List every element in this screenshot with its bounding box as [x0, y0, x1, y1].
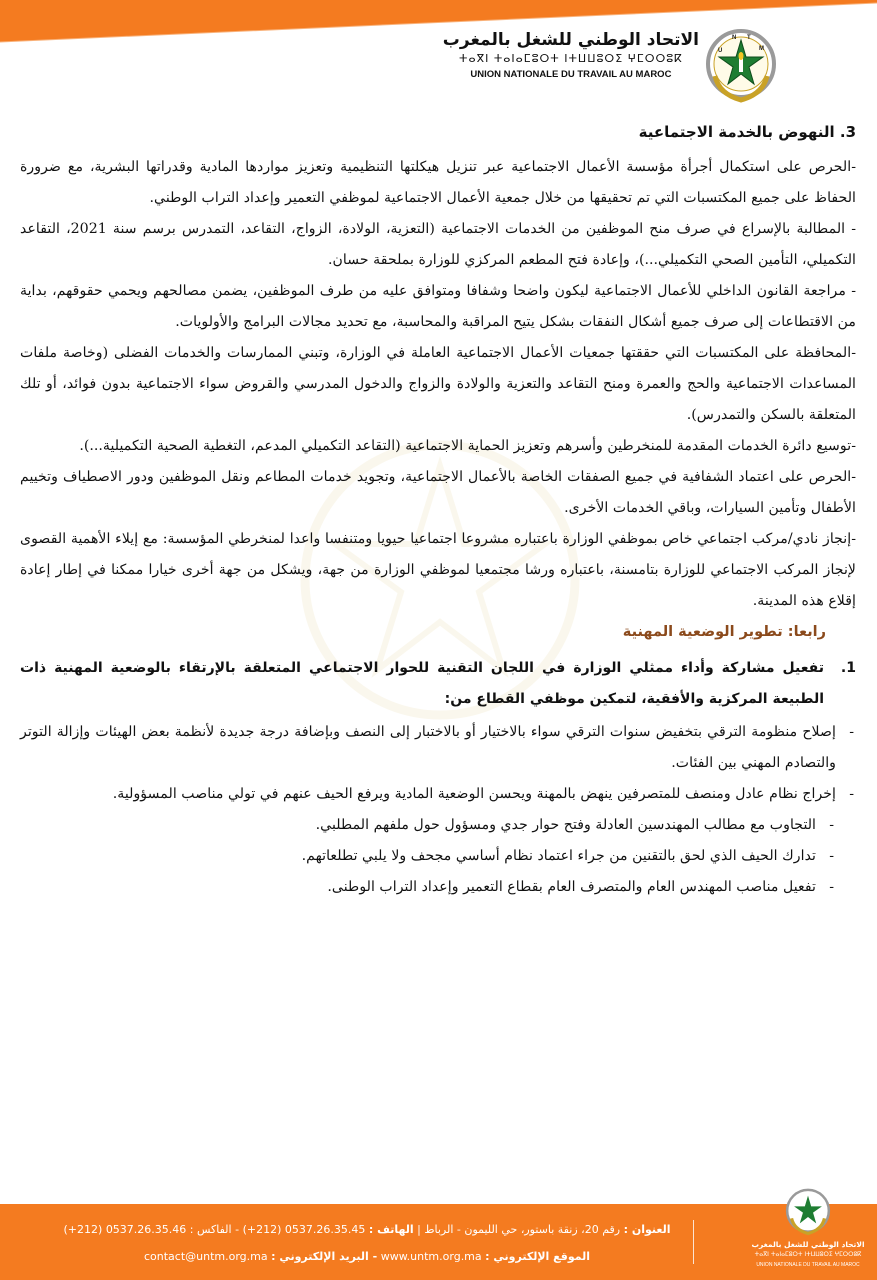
paragraph: - المطالبة بالإسراع في صرف منح الموظفين من الخدمات الاجتماعية (التعزية، الولادة، الزواج، التقاعد، التمدرس برسم سنة 2021، التقاعد التكميلي، التأمين الصحي التكميلي...)، وإعادة فتح المطعم المركزي للوزارة بملحقة حسان. [20, 221, 856, 268]
footer-brand [748, 1240, 868, 1270]
footer-line-address [47, 1216, 687, 1243]
email-label: - البريد الإلكتروني : [271, 1250, 378, 1263]
footer-org-name-french: UNION NATIONALE DU TRAVAIL AU MAROC [756, 1262, 860, 1268]
section-heading: رابعا: تطوير الوضعية المهنية [622, 624, 826, 640]
bullet-text: إصلاح منظومة الترقي بتخفيض سنوات الترقي سواء بالاختيار أو بالاختبار إلى النصف وبإضافة درجة جديدة لأنظمة بعض الهيئات وإزالة التوتر والتصادم المهني بين الفئات. [20, 724, 836, 771]
footer-emblem-icon [785, 1188, 831, 1236]
bullet-dash: - [829, 848, 834, 864]
numbered-item [20, 653, 856, 715]
footer-divider [693, 1220, 694, 1264]
bullet-item [20, 841, 836, 872]
svg-text:M: M [759, 46, 764, 52]
org-name-french: UNION NATIONALE DU TRAVAIL AU MAROC [470, 69, 672, 80]
phone-label: الهاتف : [368, 1223, 414, 1236]
phone-value: 0537.26.35.45 (212+) [242, 1223, 366, 1236]
bullet-dash: - [849, 786, 854, 802]
website-label: الموقع الإلكتروني : [485, 1250, 591, 1263]
bullet-item [20, 872, 836, 903]
email-link[interactable]: contact@untm.org.ma [143, 1250, 268, 1263]
bullet-item [20, 810, 836, 841]
org-name-tifinagh: ⵜⴰⴳⵏ ⵜⴰⵏⴰⵎⵓⵔⵜ ⵏⵜⵡⵡⵓⵔⵉ ⵖⵎⵔⵔⵓⴽ [459, 52, 683, 65]
item-number: 1. [840, 660, 856, 676]
footer-org-name-tifinagh: ⵜⴰⴳⵏ ⵜⴰⵏⴰⵎⵓⵔⵜ ⵏⵜⵡⵡⵓⵔⵉ ⵖⵎⵔⵔⵓⴽ [754, 1251, 862, 1258]
paragraph: -المحافظة على المكتسبات التي حققتها جمعيات الأعمال الاجتماعية العاملة في الوزارة، وتبني الممارسات والخدمات الفضلى (وخاصة ملفات المساعدات الاجتماعية والحج والعمرة ومنح التقاعد والتعزية والولادة والزواج والدخول المدرسي والقروض سواء الاجتماعية بدون فوائد، أو تلك المتعلقة بالسكن والتمدرس). [20, 345, 856, 423]
bullet-dash: - [829, 879, 834, 895]
svg-text:U: U [718, 48, 723, 54]
document-body [20, 112, 856, 903]
svg-text:N: N [732, 35, 737, 41]
header-brand [443, 30, 699, 80]
bullet-text: إخراج نظام عادل ومنصف للمتصرفين ينهض بالمهنة ويحسن الوضعية المادية ويرفع الحيف عنهم في تولي مناصب المسؤولية. [112, 786, 836, 802]
svg-text:T: T [747, 35, 751, 41]
paragraph: -توسيع دائرة الخدمات المقدمة للمنخرطين وأسرهم وتعزيز الحماية الاجتماعية (التقاعد التكميلي المدعم، التغطية الصحية التكميلية...). [79, 438, 856, 454]
fax-value: 0537.26.35.46 (212+) [63, 1223, 187, 1236]
untm-emblem-icon [705, 28, 777, 104]
bullet-item [20, 717, 856, 779]
bullet-dash: - [829, 817, 834, 833]
fax-label: - الفاكس : [189, 1223, 240, 1236]
paragraph: - مراجعة القانون الداخلي للأعمال الاجتماعية ليكون واضحا وشفافا ومتوافق عليه من طرف الموظفين، يضمن مصالحهم ويحمي حقوقهم، بداية من الاقتطاعات إلى صرف جميع أشكال النفقات بشكل يتيح المراقبة والمحاسبة، مع تحديد مجالات البرامج والأولويات. [20, 283, 856, 330]
item-text: تفعيل مشاركة وأداء ممثلي الوزارة في اللجان التقنية للحوار الاجتماعي المتعلقة بالإرتقاء بالوضعية المهنية ذات الطبيعة المركزية والأفقية، لتمكين موظفي القطاع من: [20, 660, 824, 707]
address-label: العنوان : [623, 1223, 671, 1236]
section-title: 3. النهوض بالخدمة الاجتماعية [638, 123, 856, 141]
paragraph: -الحرص على استكمال أجرأة مؤسسة الأعمال الاجتماعية عبر تنزيل هيكلتها التنظيمية وتعزيز مواردها المادية وقدراتها البشرية، مع ضرورة الحفاظ على جميع المكتسبات التي تم تحقيقها من خلال جمعية الأعمال الاجتماعية لموظفي التعمير وإعداد التراب الوطني. [20, 159, 856, 206]
bullet-item [20, 779, 856, 810]
bullet-dash: - [849, 724, 854, 740]
org-name-arabic: الاتحاد الوطني للشغل بالمغرب [442, 30, 699, 50]
bullet-text: تفعيل مناصب المهندس العام والمتصرف العام بقطاع التعمير وإعداد التراب الوطنى. [327, 879, 816, 895]
footer-logo [748, 1188, 868, 1280]
footer-contact [47, 1216, 687, 1270]
separator: | [417, 1223, 421, 1236]
address-value: رقم 20، زنقة باستور، حي الليمون - الرباط [424, 1223, 621, 1236]
website-link[interactable]: www.untm.org.ma [380, 1250, 482, 1263]
footer-org-name-arabic: الاتحاد الوطني للشغل بالمغرب [751, 1240, 865, 1249]
bullet-text: التجاوب مع مطالب المهندسين العادلة وفتح حوار جدي ومسؤول حول ملفهم المطلبي. [315, 817, 816, 833]
paragraph: -الحرص على اعتماد الشفافية في جميع الصفقات الخاصة بالأعمال الاجتماعية، وتجويد خدمات المطاعم ونقل الموظفين ودور الاصطياف وتخييم الأطفال وتأمين السيارات، وباقي الخدمات الأخرى. [20, 469, 856, 516]
footer-line-web [47, 1243, 687, 1270]
bullet-text: تدارك الحيف الذي لحق بالتقنين من جراء اعتماد نظام أساسي مجحف ولا يلبي تطلعاتهم. [301, 848, 816, 864]
footer-band [0, 1204, 877, 1280]
paragraph: -إنجاز نادي/مركب اجتماعي خاص بموظفي الوزارة باعتباره مشروعا اجتماعيا حيويا ومتنفسا واعدا لمنخرطي المؤسسة: مع إيلاء الأهمية القصوى لإنجاز المركب الاجتماعي للوزارة بتامسنة، باعتباره ورشا مجتمعيا لموظفي الوزارة من جهة، ويشكل من جهة أخرى خيارا ممكنا في إطار إعادة إقلاع هذه المدينة. [20, 531, 856, 609]
